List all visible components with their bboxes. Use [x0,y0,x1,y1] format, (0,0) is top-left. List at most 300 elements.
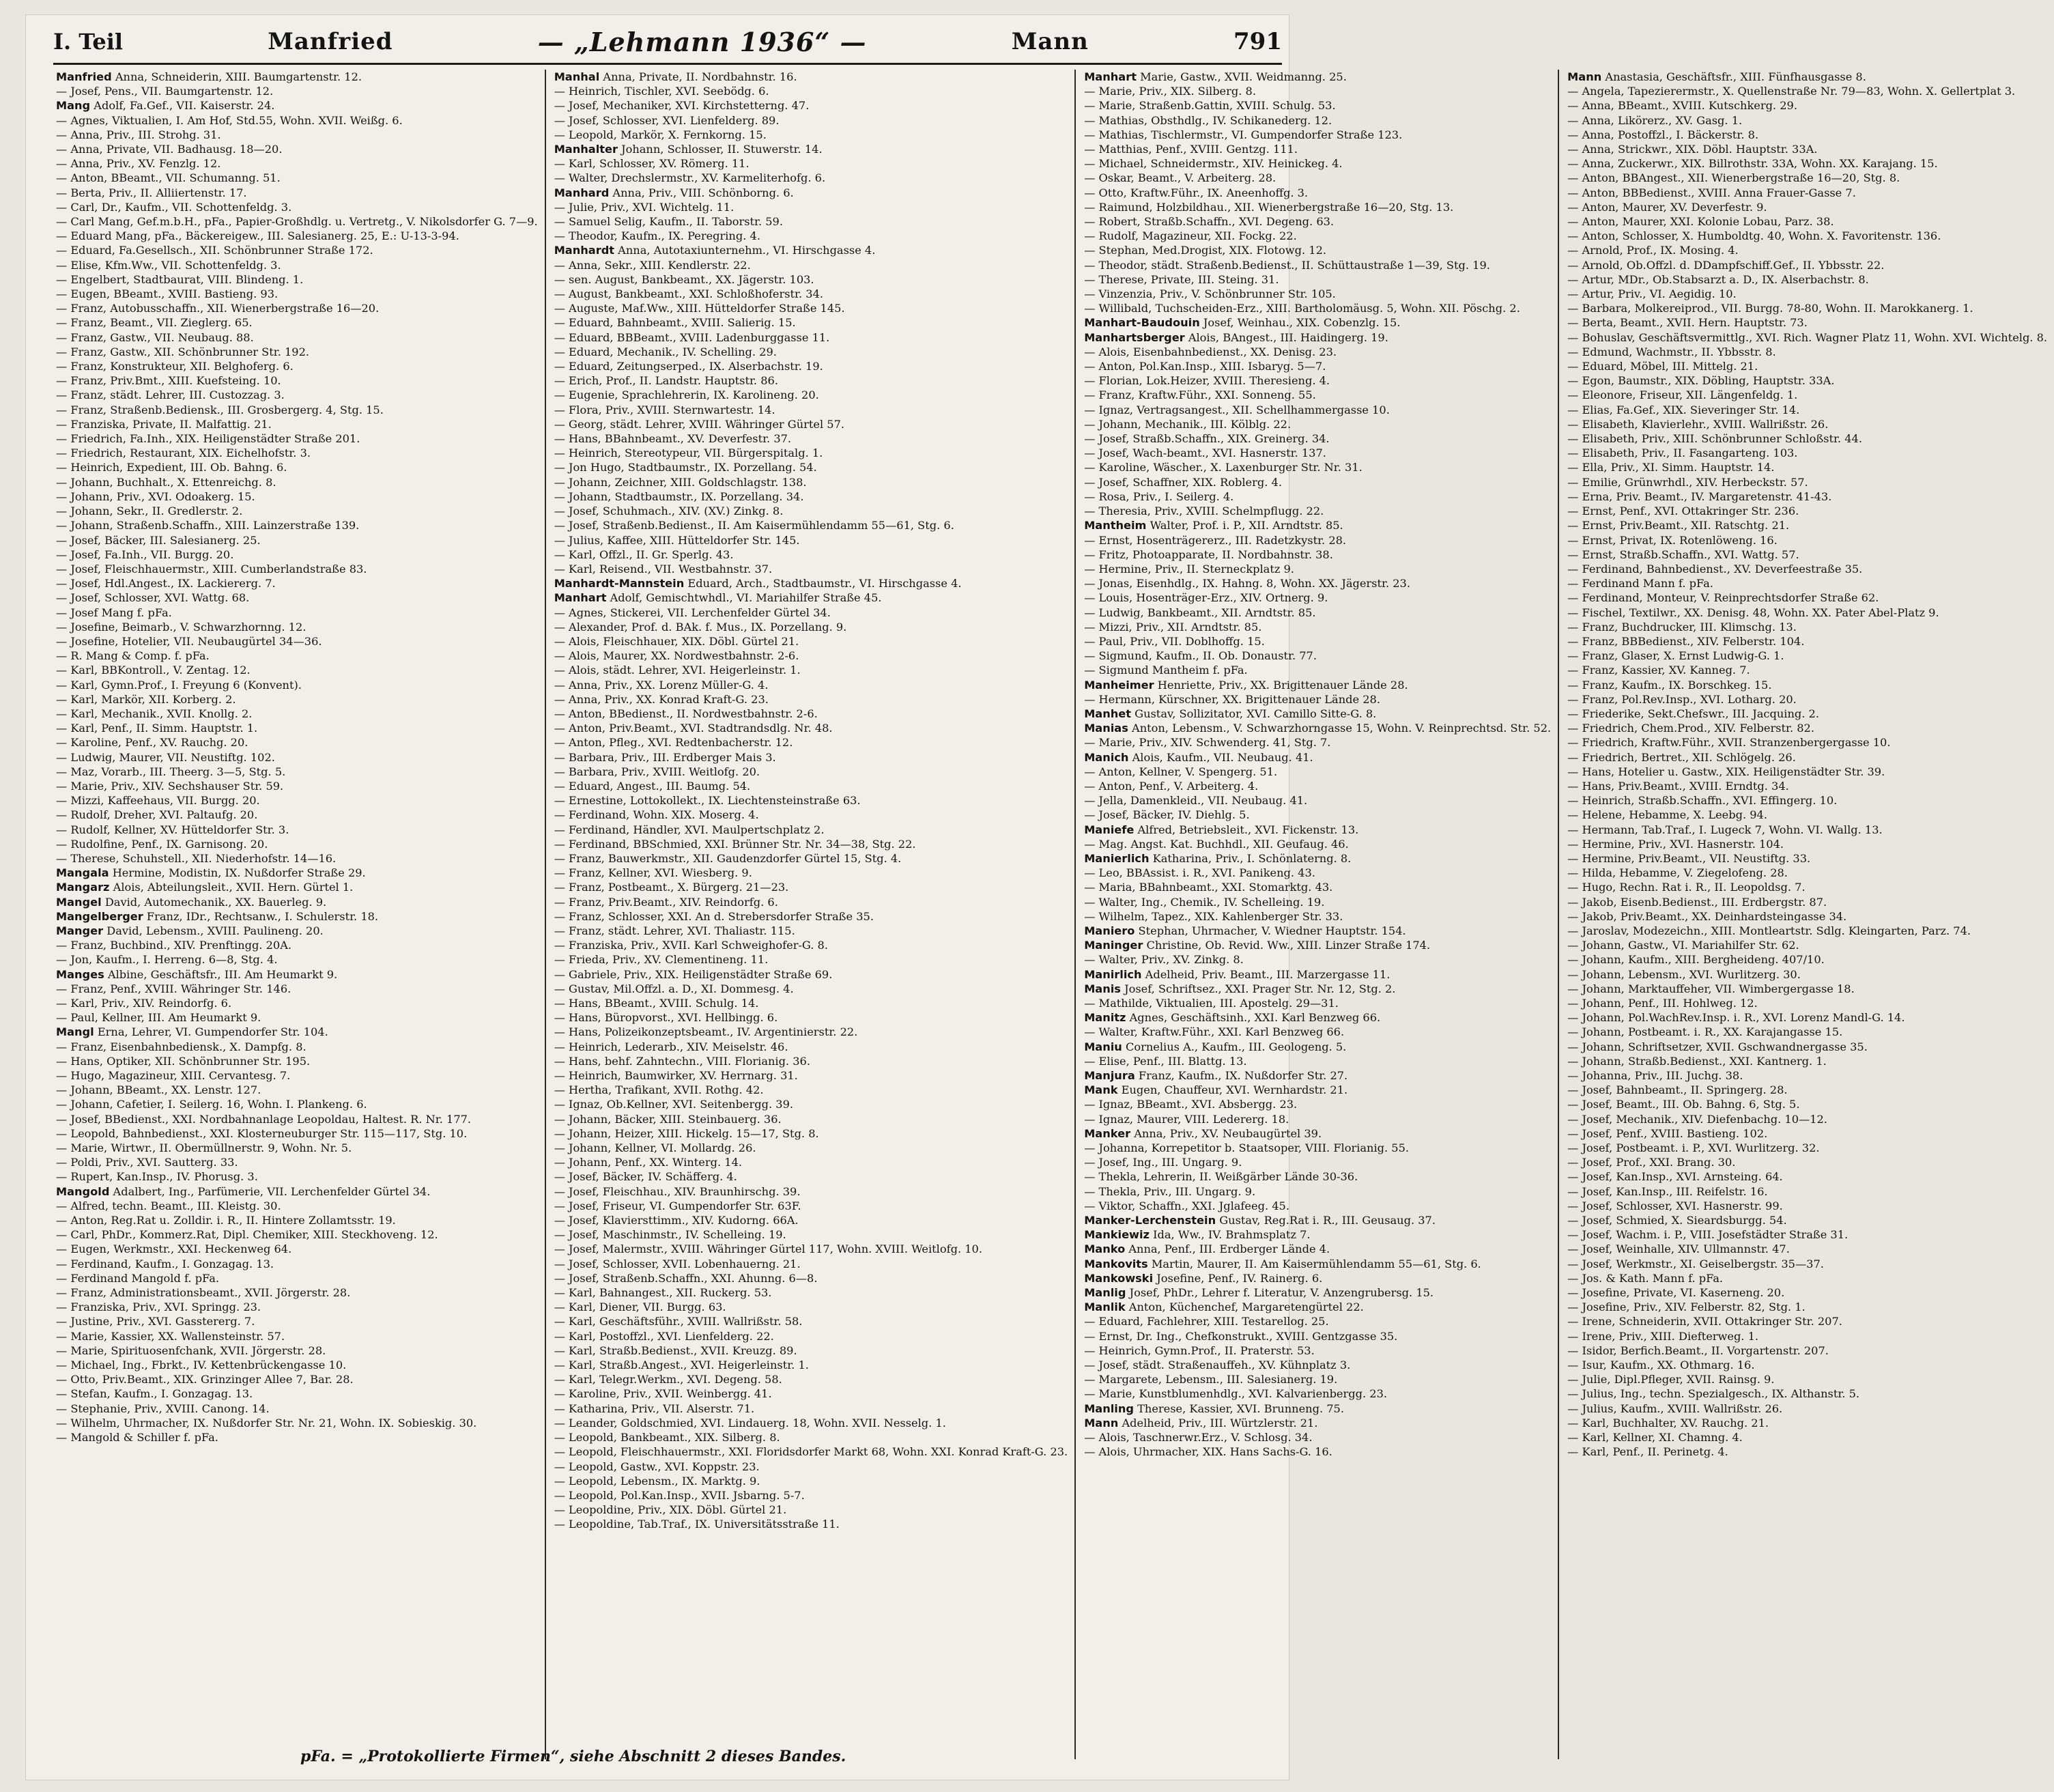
directory-entry [554,345,1068,359]
directory-entry [1084,562,1551,576]
directory-entry [56,967,538,982]
directory-entry [554,996,1068,1010]
entry-details: — Heinrich, Straßb.Schaffn., XVI. Effingerg. 10. [1567,794,1838,808]
directory-entry [1567,243,2047,257]
directory-entry [1084,1199,1551,1213]
directory-entry [56,808,538,822]
directory-entry [1567,186,2047,200]
directory-entry [554,1184,1068,1199]
entry-details: — Leander, Goldschmied, XVI. Lindauerg. 18, Wohn. XVII. Nesselg. 1. [554,1416,946,1430]
entry-details: — Vinzenzia, Priv., V. Schönbrunner Str. 105. [1084,287,1336,301]
directory-entry [1567,1358,2047,1372]
entry-details: — Thekla, Lehrerin, II. Weißgärber Lände 30-36. [1084,1170,1358,1184]
entry-details: — Johann, Stadtbaumstr., IX. Porzellang. 34. [554,489,804,503]
entry-surname: Maninger [1084,939,1143,952]
directory-entry [56,576,538,591]
directory-entry [56,1184,538,1199]
entry-details: Alois, BAngest., III. Haidingerg. 19. [1184,330,1388,344]
directory-entry [1084,1329,1551,1343]
entry-surname: Maniefe [1084,823,1135,836]
entry-details: — Artur, Priv., VI. Aegidig. 10. [1567,287,1737,301]
entry-details: — Carl, PhDr., Kommerz.Rat, Dipl. Chemiker, XIII. Steckhoveng. 12. [56,1228,438,1242]
entry-details: — Artur, MDr., Ob.Stabsarzt a. D., IX. Alserbachstr. 8. [1567,272,1869,286]
entry-details: — Flora, Priv., XVIII. Sternwartestr. 14. [554,403,775,416]
directory-entry [56,518,538,532]
entry-details: — Hertha, Trafikant, XVII. Rothg. 42. [554,1083,764,1097]
entry-details: — Ernst, Privat, IX. Rotenlöweng. 16. [1567,533,1778,547]
directory-entry [56,735,538,750]
entry-details: — Johann, Marktauffeher, VII. Wimbergergasse 18. [1567,982,1855,995]
directory-entry [554,1112,1068,1126]
entry-details: — Michael, Ing., Fbrkt., IV. Kettenbrückengasse 10. [56,1359,347,1372]
entry-details: — Anna, Private, VII. Badhausg. 18—20. [56,143,283,156]
directory-entry [554,1460,1068,1474]
entry-details: — Franz, Kraftw.Führ., XXI. Sonneng. 55. [1084,388,1316,402]
directory-entry [554,866,1068,880]
directory-entry [1084,475,1551,489]
directory-entry [1084,315,1551,330]
directory-entry [56,1213,538,1227]
entry-details: — Carl, Dr., Kaufm., VII. Schottenfeldg. 3. [56,200,292,214]
directory-entry [56,692,538,707]
entry-details: — Hans, Hotelier u. Gastw., XIX. Heiligenstädter Str. 39. [1567,765,1885,778]
entry-surname: Mangl [56,1025,94,1039]
directory-entry [56,229,538,243]
directory-entry [1567,1430,2047,1445]
directory-entry [1567,431,2047,446]
entry-details: Anastasia, Geschäftsfr., XIII. Fünfhausgasse 8. [1601,70,1866,83]
entry-details: — Leopoldine, Priv., XIX. Döbl. Gürtel 21. [554,1503,787,1517]
directory-entry [1567,1227,2047,1242]
entry-details: — Ignaz, BBeamt., XVI. Absbergg. 23. [1084,1098,1298,1111]
directory-entry [1084,1372,1551,1386]
entry-details: — Josef, Fleischhauermstr., XIII. Cumberlandstraße 83. [56,562,367,575]
directory-entry [1084,359,1551,373]
directory-entry [554,1300,1068,1314]
directory-entry [554,779,1068,793]
entry-details: — Frieda, Priv., XV. Clementineng. 11. [554,953,769,967]
directory-entry [1567,98,2047,113]
directory-entry [554,620,1068,634]
entry-details: — Ferdinand, BBSchmied, XXI. Brünner Str. Nr. 34—38, Stg. 22. [554,837,916,851]
entry-surname: Manis [1084,982,1121,995]
directory-entry [1084,779,1551,793]
entry-details: — Ernst, Hosenträgererz., III. Radetzkystr. 28. [1084,533,1347,547]
directory-entry [1084,1271,1551,1285]
directory-columns [53,70,2048,1759]
directory-entry [56,1097,538,1111]
entry-details: Franz, Kaufm., IX. Nußdorfer Str. 27. [1135,1069,1348,1083]
entry-details: — Franz, Buchdrucker, III. Klimschg. 13. [1567,620,1797,634]
directory-entry [1567,1402,2047,1416]
directory-entry [1567,576,2047,591]
directory-entry [56,1358,538,1372]
entry-details: — Angela, Tapezierermstr., X. Quellenstraße Nr. 79—83, Wohn. X. Gellertplat 3. [1567,85,2016,98]
directory-entry [1567,1372,2047,1386]
header-rule [53,63,1282,65]
entry-details: — Franziska, Priv., XVI. Springg. 23. [56,1300,261,1314]
directory-entry [1084,156,1551,171]
entry-details: — Anna, Strickwr., XIX. Döbl. Hauptstr. 33A. [1567,143,1818,156]
directory-entry [554,229,1068,243]
entry-details: — Ferdinand, Kaufm., I. Gonzagag. 13. [56,1257,274,1270]
entry-details: — Sigmund Mantheim f. pFa. [1084,664,1248,677]
entry-surname: Mangold [56,1184,110,1198]
directory-entry [1084,113,1551,128]
entry-details: Anton, Lebensm., V. Schwarzhorngasse 15, Wohn. V. Reinprechtsd. Str. 52. [1128,722,1552,735]
entry-details: — Karl, Geschäftsführ., XVIII. Wallrißstr. 58. [554,1315,803,1328]
entry-details: — Katharina, Priv., VII. Alserstr. 71. [554,1402,755,1415]
entry-details: — Heinrich, Lederarb., XIV. Meiselstr. 46. [554,1040,788,1053]
directory-entry [1567,1010,2047,1025]
directory-entry [554,258,1068,272]
entry-details: Adolf, Gemischtwhdl., VI. Mariahilfer Straße 45. [606,591,882,605]
directory-entry [1084,214,1551,229]
directory-entry [1084,866,1551,880]
directory-entry [1084,1025,1551,1039]
entry-details: — Jos. & Kath. Mann f. pFa. [1567,1271,1724,1285]
entry-surname: Mangarz [56,881,110,894]
directory-entry [56,634,538,649]
entry-details: — Josef, Straßb.Schaffn., XIX. Greinerg. 34. [1084,432,1330,446]
directory-entry [56,1300,538,1314]
directory-entry [554,1054,1068,1068]
directory-entry [56,258,538,272]
directory-entry [56,996,538,1010]
entry-details: — Karl, Offzl., II. Gr. Sperlg. 43. [554,547,734,561]
directory-entry [554,330,1068,345]
directory-entry [1567,649,2047,663]
entry-details: — Viktor, Schaffn., XXI. Jglafeeg. 45. [1084,1199,1289,1212]
directory-entry [56,1068,538,1083]
directory-entry [1567,938,2047,952]
directory-entry [1567,837,2047,851]
directory-entry [554,837,1068,851]
entry-details: — Franz, Kassier, XV. Kanneg. 7. [1567,664,1750,677]
directory-entry [1567,1285,2047,1300]
entry-details: Adelheid, Priv. Beamt., III. Marzergasse 11. [1141,967,1390,981]
entry-details: — Ignaz, Maurer, VIII. Ledererg. 18. [1084,1112,1289,1126]
directory-entry [1567,765,2047,779]
entry-details: — Anna, Priv., XX. Lorenz Müller-G. 4. [554,678,769,692]
entry-details: — Elise, Kfm.Ww., VII. Schottenfeldg. 3. [56,258,281,272]
directory-entry [56,345,538,359]
entry-details: — Josef, Beamt., III. Ob. Bahng. 6, Stg. 5. [1567,1098,1800,1111]
entry-details: Walter, Prof. i. P., XII. Arndtstr. 85. [1146,519,1343,532]
directory-entry [1084,967,1551,982]
directory-entry [554,1386,1068,1401]
entry-details: — Johann, Cafetier, I. Seilerg. 16, Wohn. I. Plankeng. 6. [56,1098,367,1111]
directory-entry [554,186,1068,200]
directory-entry [1567,417,2047,431]
entry-details: — Josef, Ing., III. Ungarg. 9. [1084,1156,1242,1169]
entry-details: — Ferdinand Mann f. pFa. [1567,577,1713,591]
entry-details: — Hans, Optiker, XII. Schönbrunner Str. 195. [56,1054,311,1068]
directory-entry [1084,1184,1551,1199]
entry-details: — Franz, Penf., XVIII. Währinger Str. 146. [56,982,291,995]
entry-surname: Mankowski [1084,1271,1154,1285]
directory-entry [56,504,538,518]
entry-details: — Karl, BBKontroll., V. Zentag. 12. [56,664,251,677]
entry-surname: Manierlich [1084,851,1150,865]
entry-details: — Josef, Pens., VII. Baumgartenstr. 12. [56,85,274,98]
directory-entry [1084,1112,1551,1126]
directory-entry [554,678,1068,692]
entry-details: — Irene, Schneiderin, XVII. Ottakringer Str. 207. [1567,1315,1842,1328]
entry-details: Stephan, Uhrmacher, V. Wiedner Hauptstr. 154. [1135,924,1406,937]
entry-details: — Anna, BBeamt., XVIII. Kutschkerg. 29. [1567,99,1797,113]
entry-details: — Ernst, Penf., XVI. Ottakringer Str. 236. [1567,504,1799,518]
directory-entry [554,1517,1068,1531]
directory-entry [554,967,1068,982]
directory-entry [554,547,1068,562]
entry-surname: Manlig [1084,1286,1126,1300]
entry-details: — Leopold, Lebensm., IX. Marktg. 9. [554,1474,760,1488]
entry-details: — Franz, Autobusschaffn., XII. Wienerbergstraße 16—20. [56,302,380,315]
entry-details: — Marie, Spirituosenfchank, XVII. Jörgerstr. 28. [56,1343,326,1357]
entry-details: — Barbara, Molkereiprod., VII. Burgg. 78-80, Wohn. II. Marokkanerg. 1. [1567,302,1973,315]
entry-details: — Karl, Gymn.Prof., I. Freyung 6 (Konvent). [56,678,302,692]
entry-details: — Alexander, Prof. d. BAk. f. Mus., IX. Porzellang. 9. [554,620,847,634]
directory-entry [56,1257,538,1271]
directory-entry [1567,1054,2047,1068]
directory-entry [1084,1227,1551,1242]
directory-entry [1084,98,1551,113]
entry-details: — Josef, Fa.Inh., VII. Burgg. 20. [56,547,234,561]
entry-details: Gustav, Sollizitator, XVI. Camillo Sitte-G. 8. [1131,707,1377,720]
directory-entry [56,895,538,909]
last-entry-catchword: Mann [1011,28,1089,55]
directory-entry [1084,1416,1551,1430]
directory-entry [56,924,538,938]
entry-details: — Franz, Priv.Bmt., XIII. Kuefsteing. 10. [56,374,281,388]
directory-entry [56,1169,538,1184]
entry-details: — Eduard Mang, pFa., Bäckereigew., III. Salesianerg. 25, E.: U-13-3-94. [56,229,459,243]
entry-details: — Josef, Prof., XXI. Brang. 30. [1567,1156,1736,1169]
entry-details: — Emilie, Grünwrhdl., XIV. Herbeckstr. 57. [1567,475,1808,489]
entry-details: Hermine, Modistin, IX. Nußdorfer Straße 29. [109,866,366,880]
directory-entry [1567,678,2047,692]
directory-entry [1567,880,2047,894]
directory-entry [1567,1097,2047,1111]
directory-entry [56,851,538,866]
directory-entry [1084,952,1551,967]
directory-entry [1084,373,1551,388]
entry-surname: Mann [1084,1416,1119,1430]
directory-entry [1084,272,1551,287]
entry-details: — Josef, Werkmstr., XI. Geiselbergstr. 35—37. [1567,1257,1824,1270]
entry-details: — Franz, Postbeamt., X. Bürgerg. 21—23. [554,881,789,894]
directory-entry [56,1416,538,1430]
directory-entry [56,128,538,142]
entry-details: — Josef, Malermstr., XVIII. Währinger Gürtel 117, Wohn. XVIII. Weitlofg. 10. [554,1242,982,1256]
entry-details: — Ferdinand Mangold f. pFa. [56,1271,219,1285]
entry-surname: Mang [56,99,91,113]
entry-details: — Heinrich, Stereotypeur, VII. Bürgerspitalg. 1. [554,446,823,460]
entry-details: — Josef, Schlosser, XVI. Hasnerstr. 99. [1567,1199,1783,1212]
entry-details: — Erna, Priv. Beamt., IV. Margaretenstr. 41-43. [1567,489,1832,503]
entry-details: — Alois, Fleischhauer, XIX. Döbl. Gürtel 21. [554,634,799,648]
directory-entry [1567,1155,2047,1169]
entry-surname: Manitz [1084,1011,1126,1025]
directory-entry [554,1314,1068,1328]
directory-entry [56,1402,538,1416]
entry-details: — Alois, Eisenbahnbedienst., XX. Denisg. 23. [1084,345,1337,358]
directory-entry [554,403,1068,417]
directory-entry [554,649,1068,663]
entry-surname: Manhal [554,70,600,83]
directory-entry [554,243,1068,257]
entry-details: — Friederike, Sekt.Chefswr., III. Jacquing. 2. [1567,707,1819,720]
entry-details: Franz, IDr., Rechtsanw., I. Schulerstr. 18. [143,909,379,923]
entry-details: — Otto, Kraftw.Führ., IX. Aneenhoffg. 3. [1084,186,1309,199]
directory-entry [56,359,538,373]
directory-entry [56,1314,538,1328]
entry-details: — Eduard, Mechanik., IV. Schelling. 29. [554,345,777,358]
directory-entry [554,1083,1068,1097]
directory-entry [56,84,538,98]
entry-details: — Florian, Lok.Heizer, XVIII. Theresieng. 4. [1084,374,1330,388]
directory-entry [554,1242,1068,1256]
entry-details: — Hermine, Priv., II. Sterneckplatz 9. [1084,562,1294,575]
directory-entry [56,475,538,489]
directory-entry [1084,403,1551,417]
entry-details: — Michael, Schneidermstr., XIV. Heinickeg. 4. [1084,157,1343,171]
entry-details: — Karoline, Penf., XV. Rauchg. 20. [56,736,248,750]
directory-entry [554,1257,1068,1271]
directory-entry [56,1329,538,1343]
entry-details: — Engelbert, Stadtbaurat, VIII. Blindeng. 1. [56,272,304,286]
entry-details: — Josef, Kan.Insp., III. Reifelstr. 16. [1567,1184,1768,1198]
directory-entry [554,1097,1068,1111]
directory-entry [56,1126,538,1141]
entry-details: — Edmund, Wachmstr., II. Ybbsstr. 8. [1567,345,1776,358]
directory-entry [1084,996,1551,1010]
entry-details: — Josef, Schlosser, XVI. Wattg. 68. [56,591,250,605]
entry-details: — Hermann, Kürschner, XX. Brigittenauer Lände 28. [1084,692,1380,706]
entry-details: — Josef, Schlosser, XVII. Lobenhauerng. 21. [554,1257,801,1270]
entry-details: Cornelius A., Kaufm., III. Geologeng. 5. [1122,1040,1347,1053]
directory-entry [1567,345,2047,359]
entry-details: — Franz, Glaser, X. Ernst Ludwig-G. 1. [1567,649,1784,663]
directory-entry [56,620,538,634]
entry-details: — Anna, Priv., XX. Konrad Kraft-G. 23. [554,692,769,706]
entry-details: — August, Bankbeamt., XXI. Schloßhoferstr. 34. [554,287,824,301]
directory-entry [56,547,538,562]
entry-details: — Jaroslav, Modezeichn., XIII. Montleartstr. Sdlg. Kleingarten, Parz. 74. [1567,924,1971,937]
entry-details: — Ernst, Dr. Ing., Chefkonstrukt., XVIII. Gentzgasse 35. [1084,1329,1398,1343]
entry-details: — Eduard, Möbel, III. Mittelg. 21. [1567,360,1758,373]
entry-surname: Manias [1084,722,1128,735]
directory-title: — „Lehmann 1936“ — [537,26,867,57]
directory-entry [1567,315,2047,330]
entry-details: — Louis, Hosenträger-Erz., XIV. Ortnerg. 9. [1084,591,1328,605]
directory-entry [56,489,538,504]
entry-details: — Justine, Priv., XVI. Gasstererg. 7. [56,1315,255,1328]
entry-details: — Josef, Schlosser, XVI. Lienfelderg. 89. [554,113,780,127]
directory-entry [1567,1242,2047,1256]
directory-entry [1084,489,1551,504]
directory-entry [1084,1314,1551,1328]
entry-details: — Josef, Bäcker, III. Salesianerg. 25. [56,533,261,547]
entry-details: — Mizzi, Kaffeehaus, VII. Burgg. 20. [56,794,260,808]
entry-details: — Johann, Penf., III. Hohlweg. 12. [1567,997,1758,1010]
directory-entry [1567,1213,2047,1227]
entry-details: — Johann, Pol.WachRev.Insp. i. R., XVI. Lorenz Mandl-G. 14. [1567,1011,1905,1025]
entry-details: — Franz, Priv.Beamt., XIV. Reindorfg. 6. [554,895,778,909]
entry-details: — Auguste, Maf.Ww., XIII. Hütteldorfer Straße 145. [554,302,845,315]
entry-details: — Marie, Kassier, XX. Wallensteinstr. 57. [56,1329,285,1343]
directory-entry [1567,1314,2047,1328]
entry-details: — Arnold, Ob.Offzl. d. DDampfschiff.Gef., II. Ybbsstr. 22. [1567,258,1885,272]
directory-entry [554,475,1068,489]
directory-entry [56,678,538,692]
directory-entry [56,721,538,735]
directory-entry [56,837,538,851]
entry-details: — Josef, Schuhmach., XIV. (XV.) Zinkg. 8. [554,504,784,518]
entry-details: — Therese, Private, III. Steing. 31. [1084,272,1279,286]
entry-details: — Jakob, Priv.Beamt., XX. Deinhardsteingasse 34. [1567,909,1847,923]
entry-details: — Walter, Drechslermstr., XV. Karmeliterhofg. 6. [554,171,826,185]
entry-details: — Leopold, Bahnbedienst., XXI. Klosterneuburger Str. 115—117, Stg. 10. [56,1126,468,1140]
entry-details: — Anton, Maurer, XXI. Kolonie Lobau, Parz. 38. [1567,215,1834,229]
directory-entry [56,243,538,257]
entry-details: — Josefine, Private, VI. Kaserneng. 20. [1567,1286,1785,1300]
directory-entry [554,388,1068,402]
directory-entry [56,70,538,84]
entry-details: — Karl, Mechanik., XVII. Knollg. 2. [56,707,253,720]
entry-details: — R. Mang & Comp. f. pFa. [56,649,210,663]
entry-details: — Karl, Straßb.Angest., XVI. Heigerleinstr. 1. [554,1359,809,1372]
directory-entry [1084,460,1551,474]
entry-details: — Ferdinand, Wohn. XIX. Moserg. 4. [554,808,759,822]
directory-entry [1567,1257,2047,1271]
entry-details: — Josefine, Hotelier, VII. Neubaugürtel 34—36. [56,634,322,648]
entry-surname: Manjura [1084,1069,1135,1083]
directory-entry [554,301,1068,315]
directory-entry [554,1010,1068,1025]
entry-details: Josefine, Penf., IV. Rainerg. 6. [1153,1271,1323,1285]
directory-entry [1567,735,2047,750]
entry-details: — Isur, Kaufm., XX. Othmarg. 16. [1567,1359,1755,1372]
entry-details: — Anton, BBBedienst., XVIII. Anna Frauer-Gasse 7. [1567,186,1856,199]
entry-details: — Julius, Kaufm., XVIII. Wallrißstr. 26. [1567,1402,1783,1415]
entry-details: — Anton, Schlosser, X. Humboldtg. 40, Wohn. X. Favoritenstr. 136. [1567,229,1941,243]
entry-surname: Manfried [56,70,112,83]
entry-details: — Franz, Gastw., VII. Neubaug. 88. [56,330,254,344]
directory-entry [554,692,1068,707]
directory-entry [1567,84,2047,98]
entry-details: — Ernst, Priv.Beamt., XII. Ratschtg. 21. [1567,519,1790,532]
directory-entry [554,214,1068,229]
entry-details: — Josef, Postbeamt. i. P., XVI. Wurlitzerg. 32. [1567,1141,1820,1155]
directory-entry [56,1112,538,1126]
entry-details: Gustav, Reg.Rat i. R., III. Geusaug. 37. [1216,1214,1436,1227]
directory-entry [554,1068,1068,1083]
entry-details: — Jon, Kaufm., I. Herreng. 6—8, Stg. 4. [56,953,278,967]
directory-entry [1084,1126,1551,1141]
directory-entry [554,750,1068,765]
entry-surname: Manhalter [554,143,618,156]
directory-entry [56,1155,538,1169]
directory-entry [56,171,538,185]
entry-details: — Rudolf, Dreher, XVI. Paltaufg. 20. [56,808,258,822]
entry-details: — Johann, Bäcker, XIII. Steinbauerg. 36. [554,1112,782,1126]
directory-entry [1084,1010,1551,1025]
directory-entry [554,504,1068,518]
entry-details: — Friedrich, Restaurant, XIX. Eichelhofstr. 3. [56,446,311,460]
entry-details: — Anton, Kellner, V. Spengerg. 51. [1084,765,1278,778]
